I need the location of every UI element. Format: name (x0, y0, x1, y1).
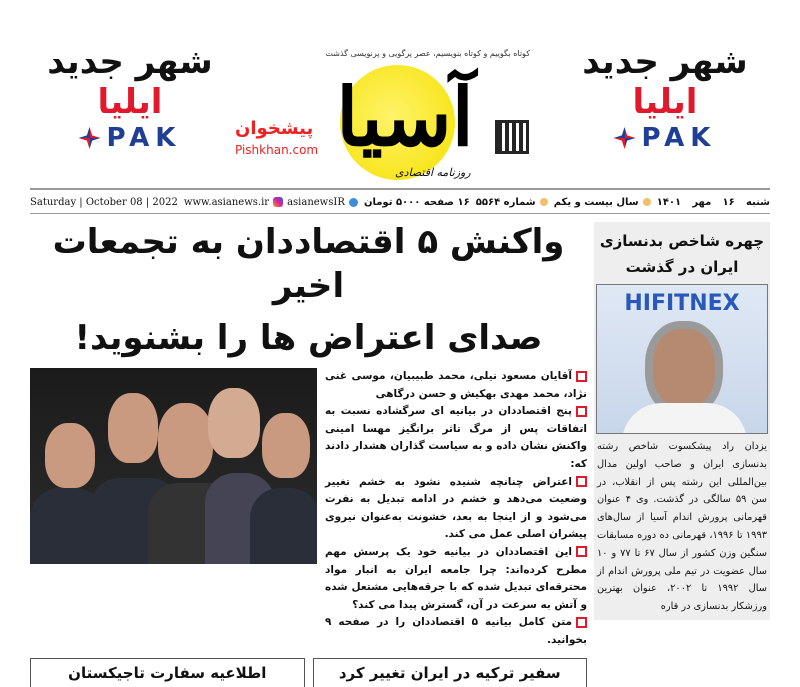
bullet-list (325, 368, 587, 650)
date-fa: شنبه ۱۶ مهر ۱۴۰۱ (656, 196, 770, 208)
date-en: Saturday | October 08 | 2022 (30, 196, 178, 208)
ad-brand: PAK (565, 122, 765, 154)
bullet-item: متن کامل بیانیه ۵ اقتصاددان را در صفحه ۹ بخوانید. (325, 614, 587, 649)
qr-code-icon[interactable] (495, 120, 529, 154)
story-tajikistan[interactable]: اطلاعیه سفارت تاجیکستان (30, 658, 305, 687)
divider (30, 213, 770, 214)
headline-line-1[interactable]: واکنش ۵ اقتصاددان به تجمعات اخیر (52, 222, 565, 306)
dot-icon (540, 198, 548, 206)
volume: سال بیست و یکم (554, 197, 651, 208)
bullet-item: اعتراض چنانچه شنیده نشود به خشم تغییر وضعیت می‌دهد و خشم در ادامه تبدیل به نفرت می‌شود و از اینجا به بعد، خشونت به‌عنوان نیروی پیشران اصلی عمل می کند. (325, 474, 587, 544)
obituary-title: چهره شاخص بدنسازی ایران در گذشت (599, 232, 765, 276)
subtitle: روزنامه اقتصادی (395, 166, 471, 179)
issue: شماره ۵۵۶۴ (476, 197, 548, 208)
watermark-url: Pishkhan.com (235, 143, 319, 157)
ad-city: شهر جدید (582, 42, 748, 82)
pages-price: ۱۶ صفحه ۵۰۰۰ تومان (363, 196, 470, 208)
headline-line-2[interactable]: صدای اعتراض ها را بشنوید! (74, 318, 543, 358)
ad-right[interactable] (565, 42, 765, 154)
obituary-photo (596, 284, 768, 434)
watermark: پیشخوان (235, 118, 314, 139)
verified-icon (349, 198, 358, 207)
star-logo-icon (79, 127, 101, 149)
dot-icon (643, 198, 651, 206)
bullet-item: این اقتصاددان در بیانیه خود یک پرسش مهم مطرح کرده‌اند: چرا جامعه ایران به انبار مواد محترقه‌ای تبدیل شده که با جرقه‌هایی مشتعل شده و آتش به سرعت در آن، گسترش پیدا می کند؟ (325, 544, 587, 614)
ad-name: ایلیا (632, 82, 698, 122)
newspaper-logo: آسیا (336, 70, 474, 164)
economists-photo (30, 368, 317, 564)
ad-left[interactable] (30, 42, 230, 154)
info-strip (30, 193, 770, 211)
photo-backdrop-text: HIFITNEX (624, 291, 740, 316)
divider (30, 188, 770, 190)
social[interactable]: www.asianews.ir asianewsIR (184, 197, 358, 208)
ad-name: ایلیا (97, 82, 163, 122)
main-story (30, 220, 587, 687)
bullet-item: آقایان مسعود نیلی، محمد طبیبیان، موسی غنی نژاد، محمد مهدی بهکیش و حسن درگاهی (325, 368, 587, 403)
ad-city: شهر جدید (47, 42, 213, 82)
instagram-icon (273, 197, 283, 207)
star-logo-icon (614, 127, 636, 149)
bullet-item: پنج اقتصاددان در بیانیه ای سرگشاده نسبت به اتفاقات پس از مرگ تاثر برانگیز مهسا امینی واکنش نشان داده و به سیاست گذاران هشدار دادند که: (325, 403, 587, 473)
motto: کوتاه بگوییم و کوتاه بنویسیم، عصر پرگویی و پرنویسی گذشت (325, 49, 530, 58)
obituary-box[interactable] (594, 222, 770, 620)
story-turkey-ambassador[interactable]: سفیر ترکیه در ایران تغییر کرد (313, 658, 588, 687)
obituary-body: یزدان راد پیشکسوت شاخص رشته بدنسازی ایران و صاحب اولین مدال بین‌المللی این رشته پس از انقلاب، در سن ۵۹ سالگی در گذشت. وی ۴ عنوان قهرمانی پرورش اندام آسیا از سال‌های ۱۹۹۳ تا ۱۹۹۶، قهرمانی ده دوره مسابقات سنگین وزن کشور از سال ۶۷ تا ۷۷ و ۱۰ سال عضویت در تیم ملی پرورش اندام از سال ۱۹۹۲ تا ۲۰۰۲، عنوان بهترین ورزشکار بدنسازی در قاره (597, 441, 767, 613)
ad-brand: PAK (30, 122, 230, 154)
